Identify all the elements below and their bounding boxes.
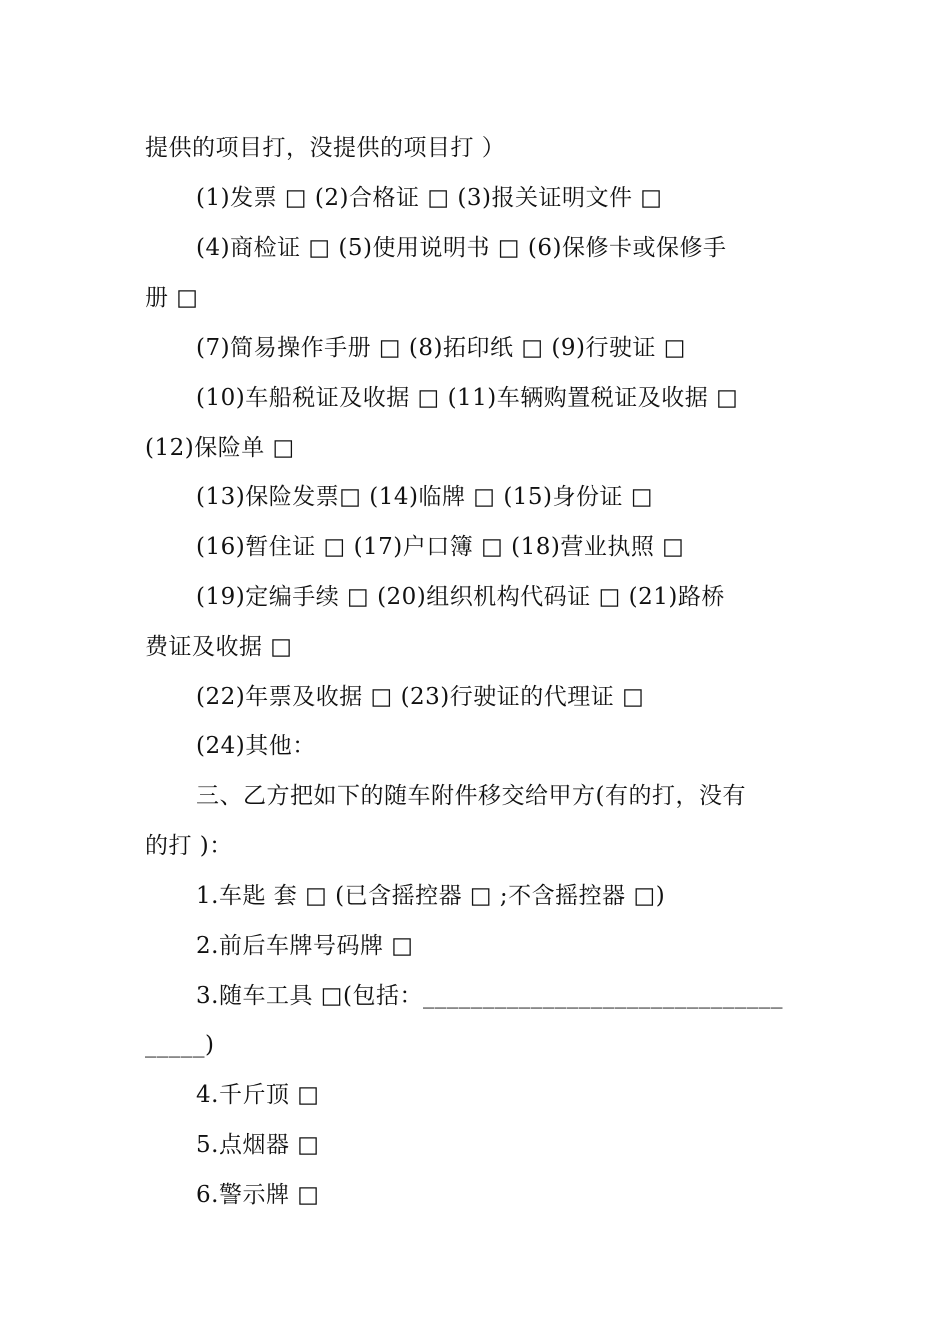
attachment-item-5: 5.点烟器 □ bbox=[196, 1132, 320, 1158]
items-line-22-23: (22)年票及收据 □ (23)行驶证的代理证 □ bbox=[196, 684, 645, 710]
items-line-24: (24)其他： bbox=[196, 733, 316, 759]
items-line-21-continuation: 费证及收据 □ bbox=[145, 634, 293, 660]
attachment-item-3-continuation: _____) bbox=[145, 1032, 215, 1058]
items-line-1-3: (1)发票 □ (2)合格证 □ (3)报关证明文件 □ bbox=[196, 185, 663, 211]
intro-continuation-line: 提供的项目打，没提供的项目打 ） bbox=[145, 135, 506, 161]
items-line-6-continuation: 册 □ bbox=[145, 285, 199, 311]
attachment-item-6: 6.警示牌 □ bbox=[196, 1182, 320, 1208]
items-line-4-6: (4)商检证 □ (5)使用说明书 □ (6)保修卡或保修手 bbox=[196, 235, 727, 261]
attachment-item-2: 2.前后车牌号码牌 □ bbox=[196, 933, 414, 959]
items-line-10-11: (10)车船税证及收据 □ (11)车辆购置税证及收据 □ bbox=[196, 385, 739, 411]
section-three-heading: 三、乙方把如下的随车附件移交给甲方(有的打，没有 bbox=[196, 783, 746, 809]
items-line-19-21: (19)定编手续 □ (20)组织机构代码证 □ (21)路桥 bbox=[196, 584, 725, 610]
items-line-7-9: (7)简易操作手册 □ (8)拓印纸 □ (9)行驶证 □ bbox=[196, 335, 686, 361]
items-line-16-18: (16)暂住证 □ (17)户口簿 □ (18)营业执照 □ bbox=[196, 534, 685, 560]
items-line-13-15: (13)保险发票□ (14)临牌 □ (15)身份证 □ bbox=[196, 484, 654, 510]
attachment-item-3: 3.随车工具 □(包括：______________________________ bbox=[196, 983, 783, 1009]
attachment-item-4: 4.千斤顶 □ bbox=[196, 1082, 320, 1108]
attachment-item-1: 1.车匙 套 □ (已含摇控器 □ ;不含摇控器 □) bbox=[196, 883, 666, 909]
items-line-12: (12)保险单 □ bbox=[145, 435, 295, 461]
section-three-heading-continuation: 的打 )： bbox=[145, 833, 233, 859]
